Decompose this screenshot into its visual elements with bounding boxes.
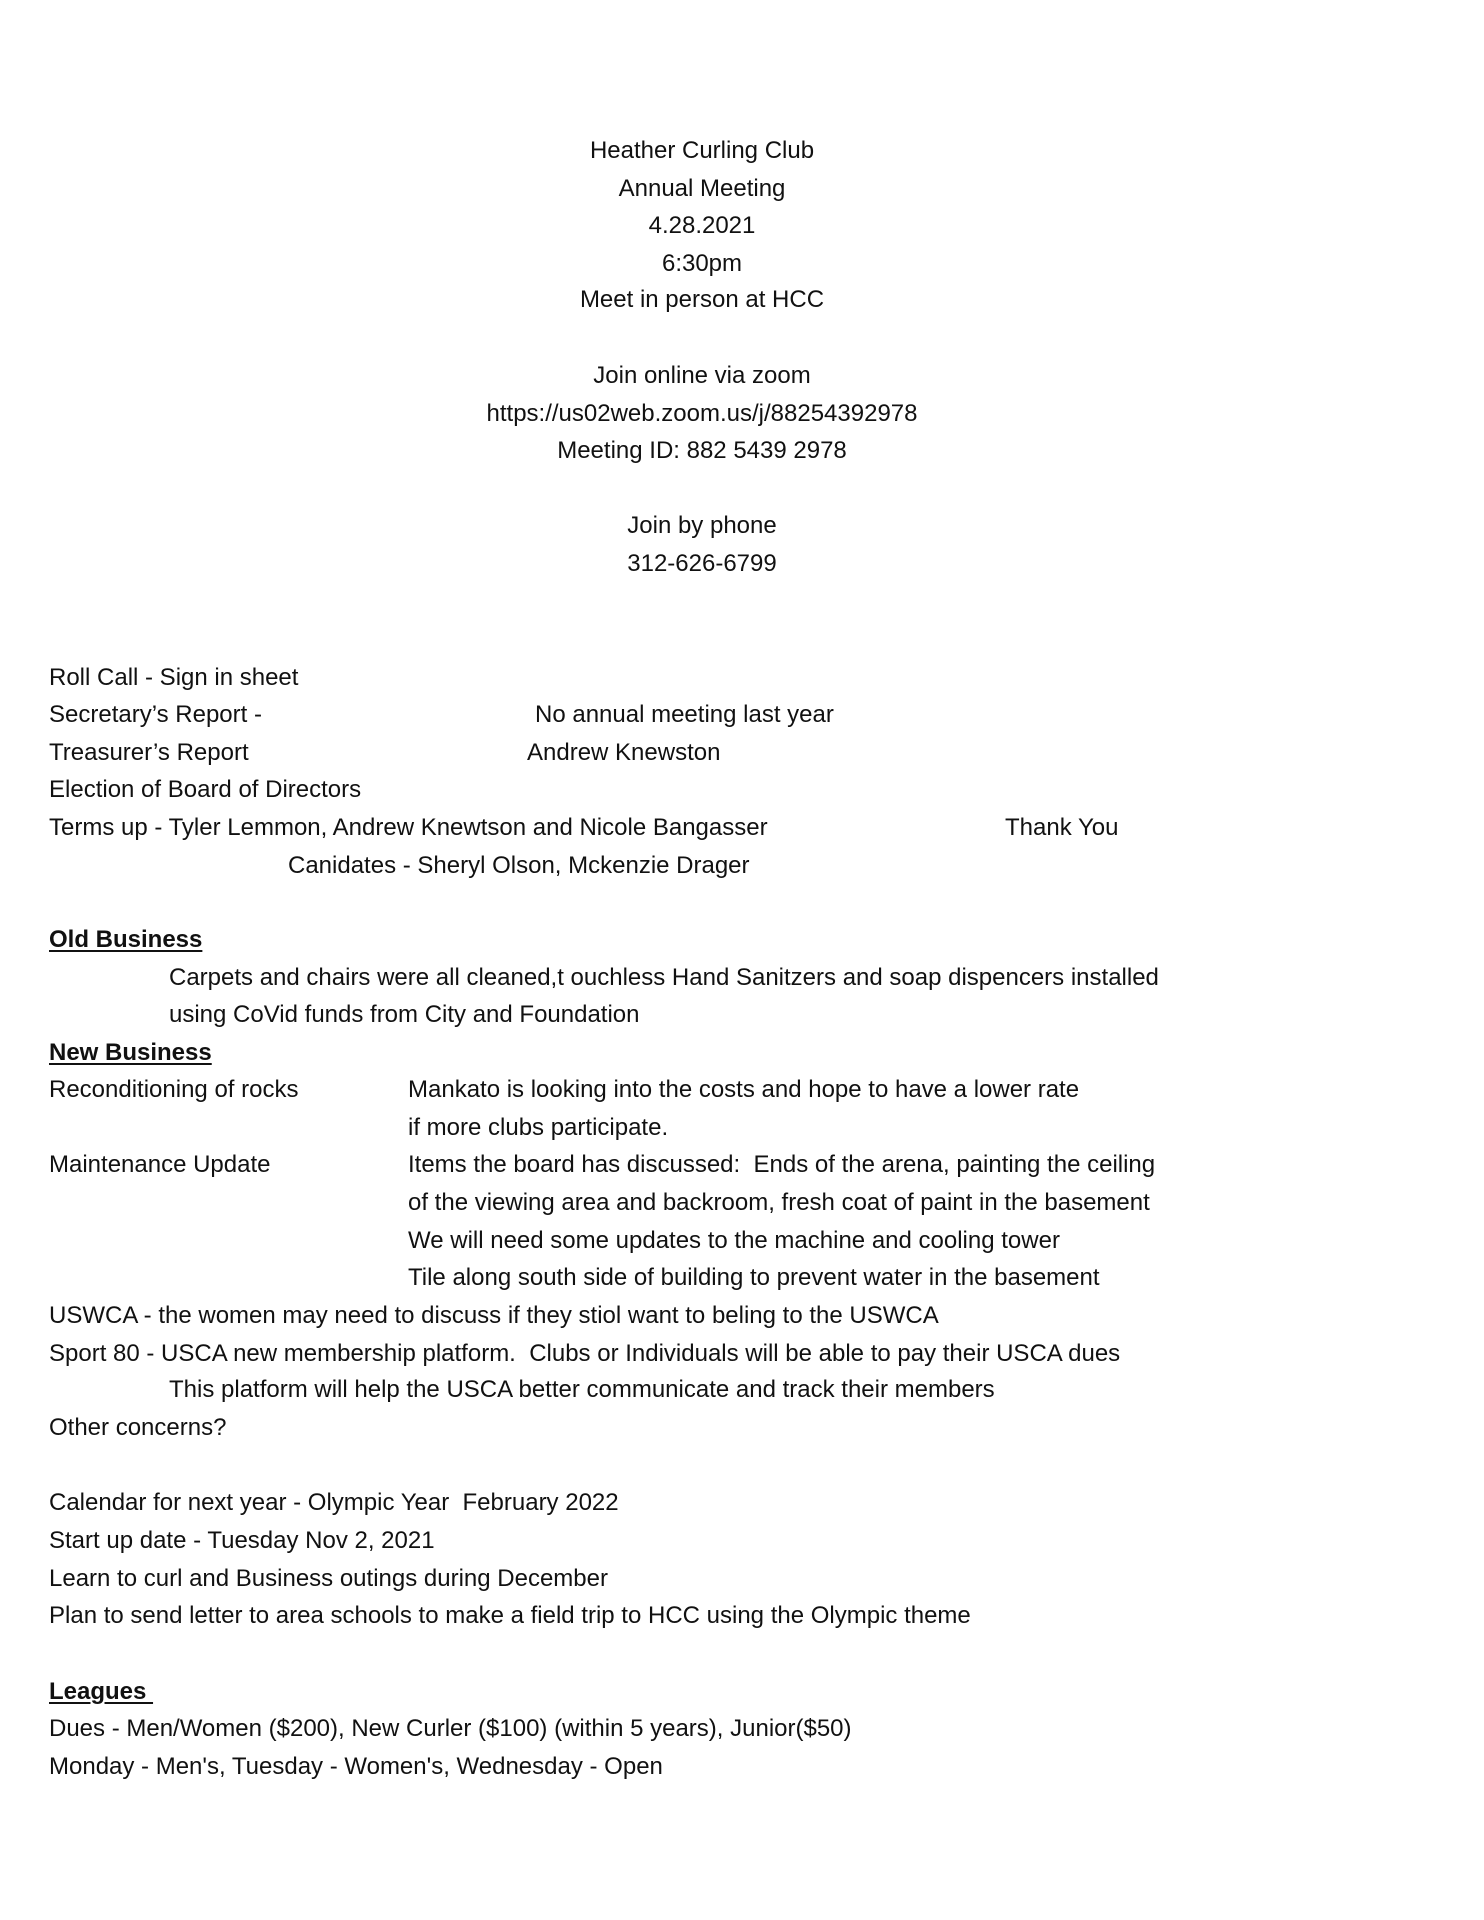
maintenance-label: Maintenance Update xyxy=(49,1151,271,1178)
secretary-report-label: Secretary’s Report - xyxy=(49,701,262,728)
sport80-detail: This platform will help the USCA better communicate and track their members xyxy=(169,1376,995,1403)
other-concerns: Other concerns? xyxy=(49,1414,227,1441)
meeting-time: 6:30pm xyxy=(661,250,743,277)
election-heading: Election of Board of Directors xyxy=(49,776,362,803)
new-business-heading: New Business xyxy=(49,1039,212,1066)
terms-up: Terms up - Tyler Lemmon, Andrew Knewtson and Nicole Bangasser xyxy=(49,814,768,841)
maintenance-line: We will need some updates to the machine and cooling tower xyxy=(408,1227,1060,1254)
maintenance-line: Items the board has discussed: Ends of the arena, painting the ceiling xyxy=(408,1151,1156,1178)
phone-number: 312-626-6799 xyxy=(627,550,777,577)
sport80-item: Sport 80 - USCA new membership platform. Clubs or Individuals will be able to pay their USCA dues xyxy=(49,1340,1121,1367)
old-business-line: using CoVid funds from City and Foundation xyxy=(169,1001,640,1028)
zoom-intro: Join online via zoom xyxy=(593,362,811,389)
meeting-date: 4.28.2021 xyxy=(648,212,756,239)
meeting-location: Meet in person at HCC xyxy=(579,286,825,313)
leagues-heading: Leagues xyxy=(49,1678,154,1705)
roll-call: Roll Call - Sign in sheet xyxy=(49,664,299,691)
calendar-line: Calendar for next year - Olympic Year February 2022 xyxy=(49,1489,619,1516)
rocks-label: Reconditioning of rocks xyxy=(49,1076,299,1103)
rocks-line: Mankato is looking into the costs and hope to have a lower rate xyxy=(408,1076,1080,1103)
zoom-link[interactable]: https://us02web.zoom.us/j/88254392978 xyxy=(486,400,918,427)
old-business-heading: Old Business xyxy=(49,926,203,953)
league-schedule: Monday - Men's, Tuesday - Women's, Wednesday - Open xyxy=(49,1753,663,1780)
old-business-line: Carpets and chairs were all cleaned,t ouchless Hand Sanitzers and soap dispencers installed xyxy=(169,964,1159,991)
secretary-report-value: No annual meeting last year xyxy=(535,701,834,728)
calendar-line: Learn to curl and Business outings during December xyxy=(49,1565,608,1592)
club-name: Heather Curling Club xyxy=(589,137,815,164)
meeting-id: Meeting ID: 882 5439 2978 xyxy=(557,437,847,464)
league-dues: Dues - Men/Women ($200), New Curler ($100) (within 5 years), Junior($50) xyxy=(49,1715,852,1742)
uswca-item: USWCA - the women may need to discuss if they stiol want to beling to the USWCA xyxy=(49,1302,939,1329)
treasurer-report-value: Andrew Knewston xyxy=(527,739,721,766)
thank-you: Thank You xyxy=(1005,814,1119,841)
calendar-line: Plan to send letter to area schools to make a field trip to HCC using the Olympic theme xyxy=(49,1602,971,1629)
maintenance-line: of the viewing area and backroom, fresh coat of paint in the basement xyxy=(408,1189,1150,1216)
maintenance-line: Tile along south side of building to prevent water in the basement xyxy=(408,1264,1100,1291)
phone-intro: Join by phone xyxy=(627,512,777,539)
calendar-line: Start up date - Tuesday Nov 2, 2021 xyxy=(49,1527,435,1554)
candidates: Canidates - Sheryl Olson, Mckenzie Drager xyxy=(288,852,750,879)
treasurer-report-label: Treasurer’s Report xyxy=(49,739,249,766)
meeting-title: Annual Meeting xyxy=(618,175,786,202)
rocks-line: if more clubs participate. xyxy=(408,1114,669,1141)
